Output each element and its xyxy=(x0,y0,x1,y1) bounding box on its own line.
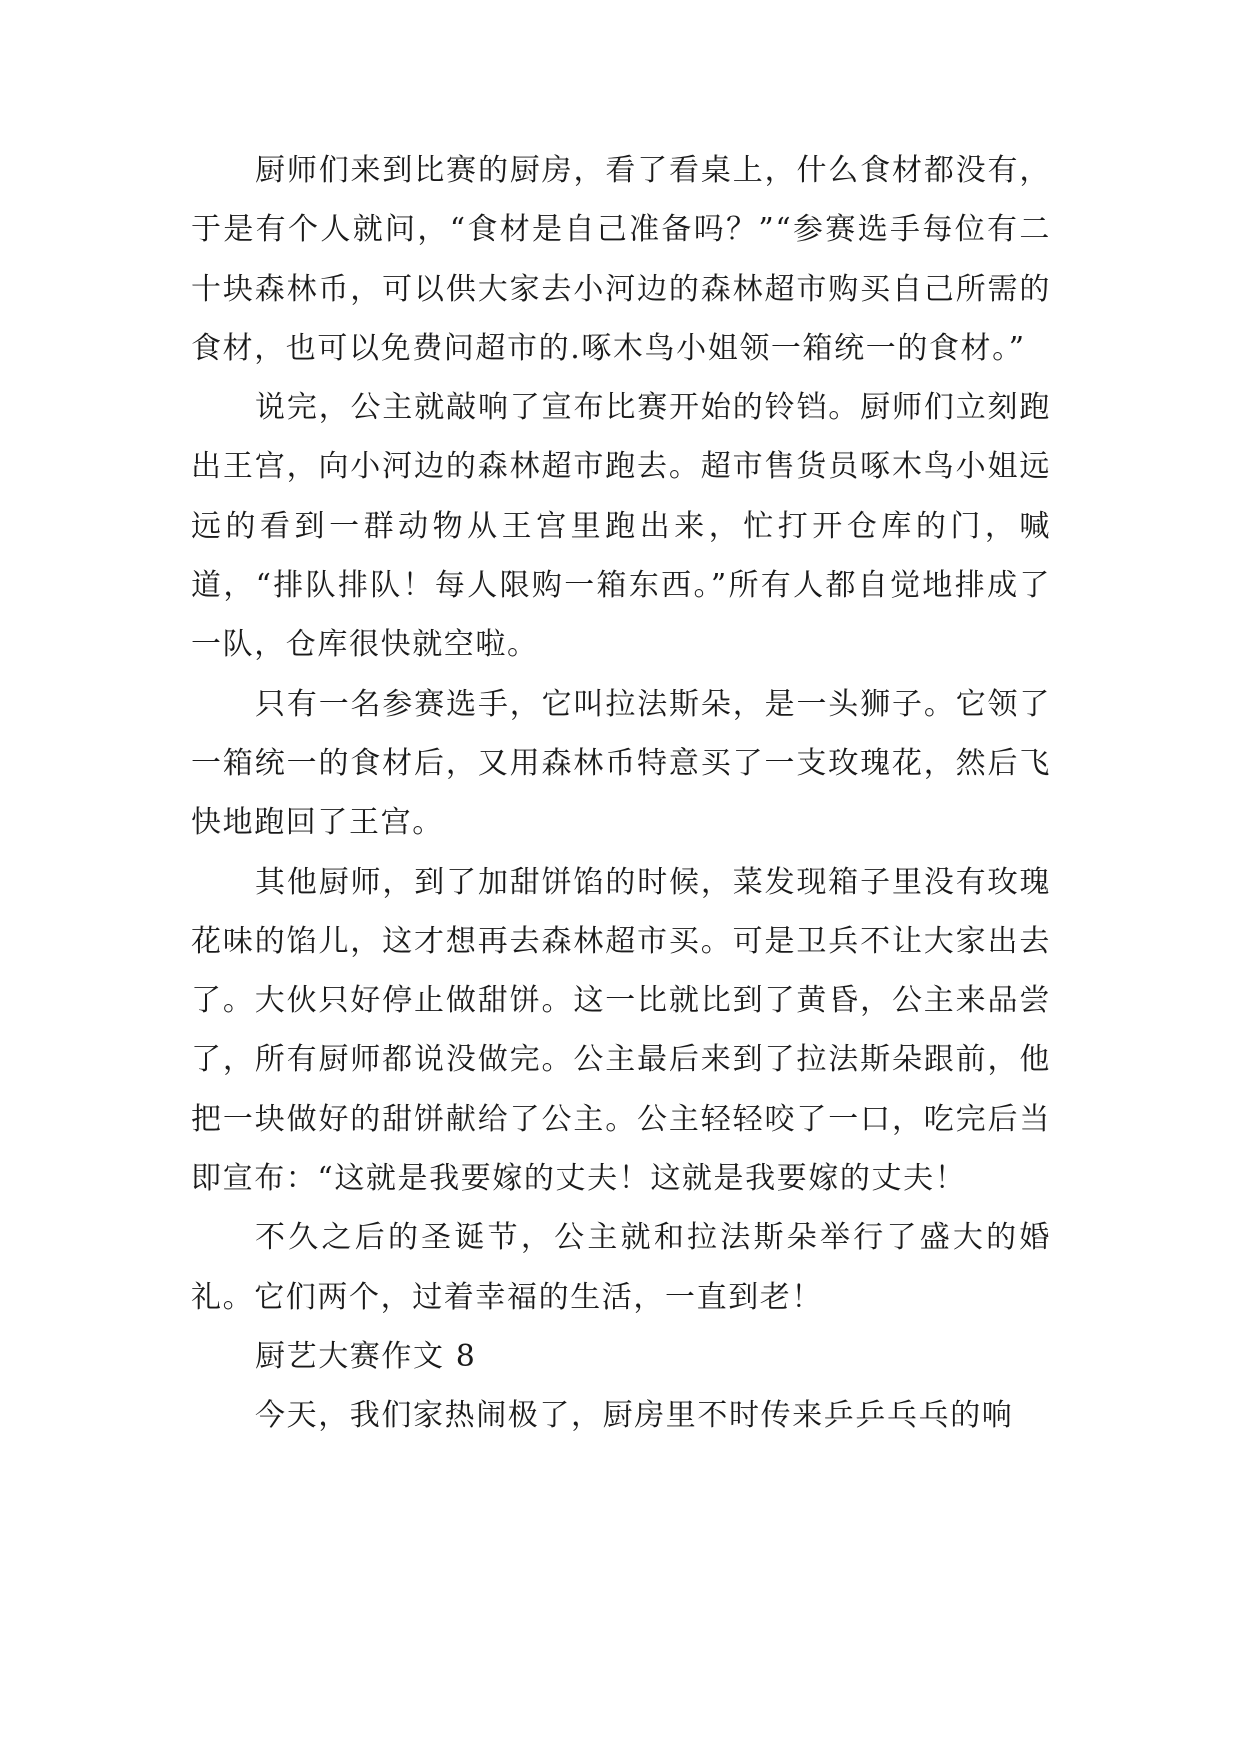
paragraph-4: 其他厨师，到了加甜饼馅的时候，菜发现箱子里没有玫瑰花味的馅儿，这才想再去森林超市买。可是卫兵不让大家出去了。大伙只好停止做甜饼。这一比就比到了黄昏，公主来品尝了，所有厨师都说没做完。公主最后来到了拉法斯朵跟前，他把一块做好的甜饼献给了公主。公主轻轻咬了一口，吃完后当即宣布：“这就是我要嫁的丈夫！这就是我要嫁的丈夫！ xyxy=(191,864,1051,1197)
essay-heading: 厨艺大赛作文 8 xyxy=(255,1338,477,1374)
paragraph-3: 只有一名参赛选手，它叫拉法斯朵，是一头狮子。它领了一箱统一的食材后，又用森林币特意买了一支玫瑰花，然后飞快地跑回了王宫。 xyxy=(191,686,1051,841)
paragraph-2: 说完，公主就敲响了宣布比赛开始的铃铛。厨师们立刻跑出王宫，向小河边的森林超市跑去。超市售货员啄木鸟小姐远远的看到一群动物从王宫里跑出来，忙打开仓库的门，喊道，“排队排队！每人限购一箱东西。”所有人都自觉地排成了一队，仓库很快就空啦。 xyxy=(191,390,1051,663)
essay-body xyxy=(191,141,1051,1446)
paragraph-1: 厨师们来到比赛的厨房，看了看桌上，什么食材都没有，于是有个人就问，“食材是自己准备吗？”“参赛选手每位有二十块森林币，可以供大家去小河边的森林超市购买自己所需的食材，也可以免费问超市的.啄木鸟小姐领一箱统一的食材。” xyxy=(191,153,1051,366)
paragraph-6: 今天，我们家热闹极了，厨房里不时传来乒乒乓乓的响 xyxy=(255,1398,1014,1434)
paragraph-5: 不久之后的圣诞节，公主就和拉法斯朵举行了盛大的婚礼。它们两个，过着幸福的生活，一直到老！ xyxy=(191,1220,1051,1315)
